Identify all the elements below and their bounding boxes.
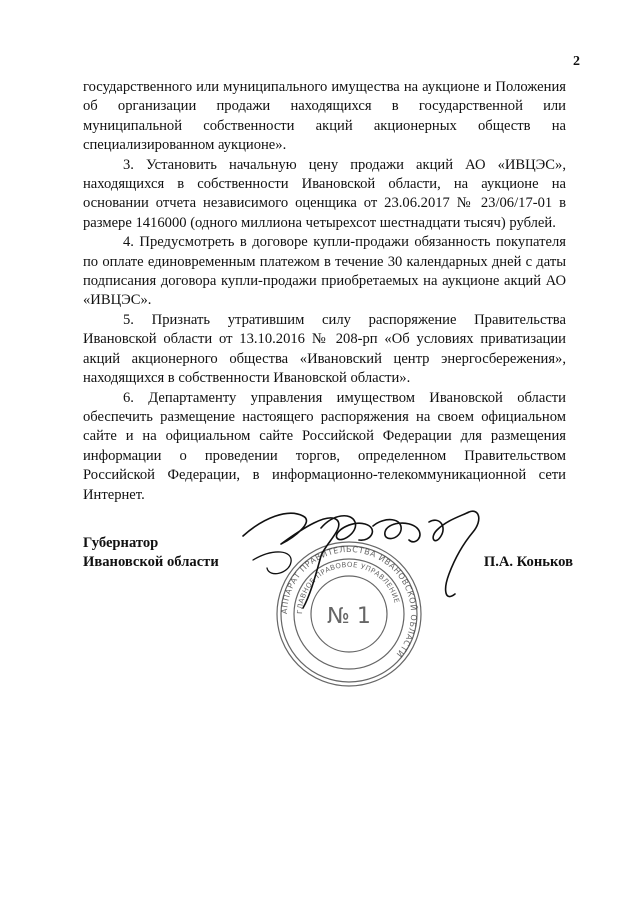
signatory-name: П.А. Коньков bbox=[483, 554, 573, 570]
paragraph-continuation: государственного или муниципального имущества на аукционе и Положения об организации продажи находящихся в государственной или муниципальной собственности акций акционерных обществ на специализированном аукционе». bbox=[83, 79, 566, 154]
page-number: 2 bbox=[573, 54, 580, 69]
seal-inner-text: ГЛАВНОЕ ПРАВОВОЕ УПРАВЛЕНИЕ bbox=[295, 560, 401, 615]
paragraph-3: 3. Установить начальную цену продажи акций АО «ИВЦЭС», находящихся в собственности Ивановской области, на аукционе на основании отчета независимого оценщика от 23.06.2017 № 23/06/17-01 в размере 1416000 (одного миллиона четырехсот шестнадцати тысяч) рублей. bbox=[83, 156, 566, 231]
document-body bbox=[83, 78, 566, 505]
signatory-title: Губернатор Ивановской области bbox=[83, 535, 219, 570]
signature-block bbox=[83, 524, 573, 684]
paragraph-5: 5. Признать утратившим силу распоряжение Правительства Ивановской области от 13.10.2016 № 208-рп «Об условиях приватизации акций акционерного общества «Ивановский центр энергосбережения», находящихся в собственности Ивановской области». bbox=[83, 311, 566, 387]
seal-center-text: № 1 bbox=[327, 604, 371, 629]
seal-outer-text: АППАРАТ ПРАВИТЕЛЬСТВА ИВАНОВСКОЙ ОБЛАСТИ bbox=[279, 544, 419, 660]
handwritten-signature bbox=[233, 498, 508, 618]
paragraph-4: 4. Предусмотреть в договоре купли-продажи обязанность покупателя по оплате единовременным платежом в течение 30 календарных дней с даты подписания договора купли-продажи приобретаемых на аукционе акций АО «ИВЦЭС». bbox=[83, 234, 566, 309]
paragraph-6: 6. Департаменту управления имуществом Ивановской области обеспечить размещение настоящего распоряжения на своем официальном сайте и на официальном сайте Российской Федерации для размещения информации о проведении торгов, определенном Правительством Российской Федерации, в информационно-телекоммуникационной сети Интернет. bbox=[83, 389, 566, 503]
